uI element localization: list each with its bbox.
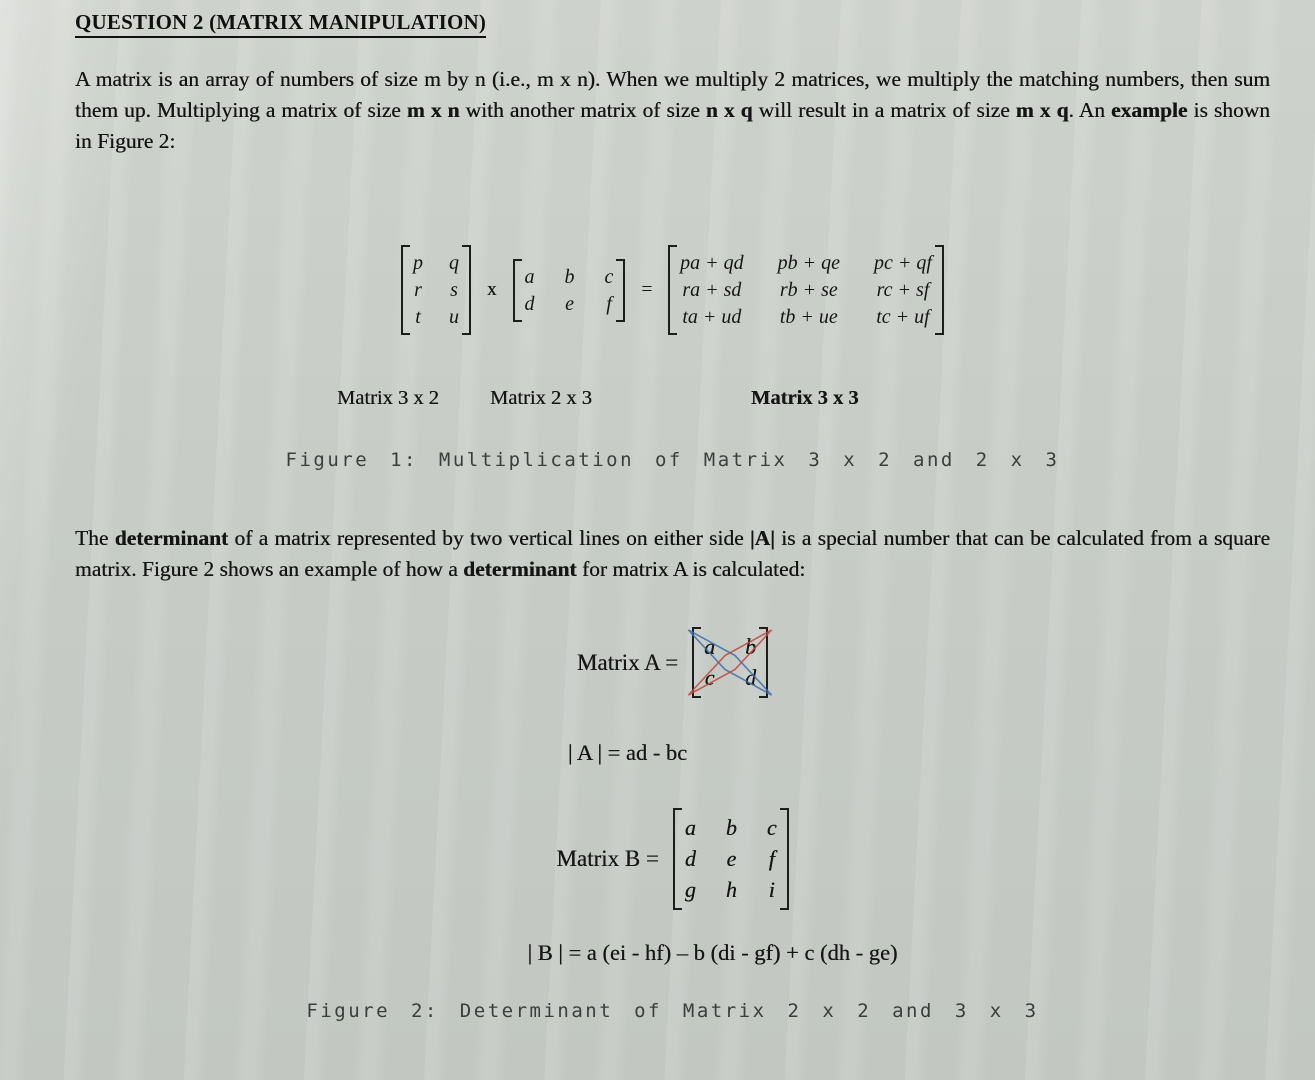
matrix-cell: b	[725, 815, 737, 840]
matrix-cell: tc + uf	[876, 306, 930, 328]
matrix-a-with-cross	[692, 627, 768, 698]
det-seg: is a special number that can be calculated from a square matrix. Figure 2 shows an example of how a	[75, 526, 1271, 581]
intro-seg: is shown in Figure 2:	[75, 98, 1271, 153]
multiply-operator: x	[487, 279, 497, 300]
matrix-result-3x3	[668, 245, 944, 335]
det-seg: for matrix A is calculated:	[576, 557, 806, 581]
matrix-cell: ra + sd	[682, 279, 742, 301]
intro-bold-mxq: m x q	[1015, 98, 1069, 122]
det-seg: of a matrix represented by two vertical lines on either side	[228, 526, 750, 550]
determinant-b-formula: | B | = a (ei - hf) – b (di - gf) + c (dh - ge)	[527, 940, 898, 965]
matrix-cell: f	[606, 292, 612, 315]
question-title: QUESTION 2 (MATRIX MANIPULATION)	[75, 10, 486, 38]
matrix-cell: pb + qe	[777, 252, 841, 274]
intro-bold-nxq: n x q	[705, 98, 753, 122]
matrix-b	[673, 808, 789, 910]
matrix-cell: t	[415, 306, 421, 328]
matrix-3x2	[401, 245, 471, 335]
matrix-cell: f	[768, 846, 775, 871]
matrix-a-row	[75, 627, 1270, 698]
det-bold-absA: |A|	[749, 526, 775, 550]
figure1-caption: Figure 1: Multiplication of Matrix 3 x 2 and 2 x 3	[285, 449, 1060, 471]
matrix-cell: h	[725, 877, 737, 902]
matrix-cell: c	[704, 665, 715, 690]
matrix-2x3	[513, 259, 626, 322]
matrix-cell: a	[704, 634, 716, 659]
matrix-size-label-2x3: Matrix 2 x 3	[490, 387, 592, 409]
matrix-cell: r	[414, 279, 422, 301]
intro-seg: A matrix is an array of numbers of size m by n (i.e., m x n). When we multiply 2 matrices, we multiply the matching numbers, then sum them up. Multiplying a matrix of size	[75, 67, 1270, 122]
matrix-cell: rc + sf	[876, 279, 930, 301]
matrix-a	[692, 627, 768, 698]
figure1-size-labels	[75, 387, 1270, 413]
matrix-cell: a	[684, 815, 696, 840]
intro-seg: with another matrix of size	[459, 98, 706, 122]
matrix-cell: tb + ue	[779, 306, 838, 328]
matrix-cell: e	[726, 846, 737, 871]
matrix-b-row	[75, 808, 1270, 910]
matrix-cell: p	[413, 252, 424, 274]
matrix-cell: a	[524, 265, 535, 288]
matrix-cell: i	[768, 877, 775, 902]
matrix-b-label: Matrix B =	[556, 846, 659, 871]
matrix-cell: d	[524, 292, 535, 315]
matrix-cell: ta + ud	[682, 306, 742, 328]
matrix-cell: u	[449, 306, 460, 328]
determinant-a-formula: | A | = ad - bc	[567, 740, 688, 765]
matrix-cell: b	[564, 265, 575, 288]
matrix-cell: g	[684, 877, 696, 902]
det-seg: The	[75, 526, 115, 550]
figure1-equation	[75, 245, 1270, 335]
intro-bold-example: example	[1111, 98, 1188, 122]
matrix-cell: b	[745, 634, 757, 659]
matrix-cell: q	[449, 252, 460, 274]
intro-bold-mxn: m x n	[406, 98, 460, 122]
matrix-size-label-3x3: Matrix 3 x 3	[751, 387, 859, 409]
matrix-cell: c	[766, 815, 777, 840]
determinant-paragraph	[75, 523, 1270, 585]
matrix-cell: pc + qf	[874, 252, 932, 274]
matrix-cell: rb + se	[779, 279, 838, 301]
matrix-cell: e	[565, 292, 574, 315]
matrix-cell: s	[450, 279, 458, 301]
matrix-cell: d	[745, 665, 757, 690]
det-bold-determinant2: determinant	[463, 557, 577, 581]
matrix-cell: d	[684, 846, 696, 871]
matrix-cell: pa + qd	[680, 252, 744, 274]
matrix-a-label: Matrix A =	[576, 649, 679, 675]
intro-paragraph	[75, 64, 1270, 157]
equals-operator: =	[641, 279, 653, 300]
figure2-caption: Figure 2: Determinant of Matrix 2 x 2 and 3 x 3	[306, 1000, 1039, 1022]
matrix-cell: c	[604, 265, 614, 288]
matrix-size-label-3x2: Matrix 3 x 2	[337, 387, 439, 409]
intro-seg: will result in a matrix of size	[752, 98, 1016, 122]
title-row	[75, 10, 1270, 38]
det-bold-determinant: determinant	[114, 526, 229, 550]
intro-seg: . An	[1068, 98, 1112, 122]
